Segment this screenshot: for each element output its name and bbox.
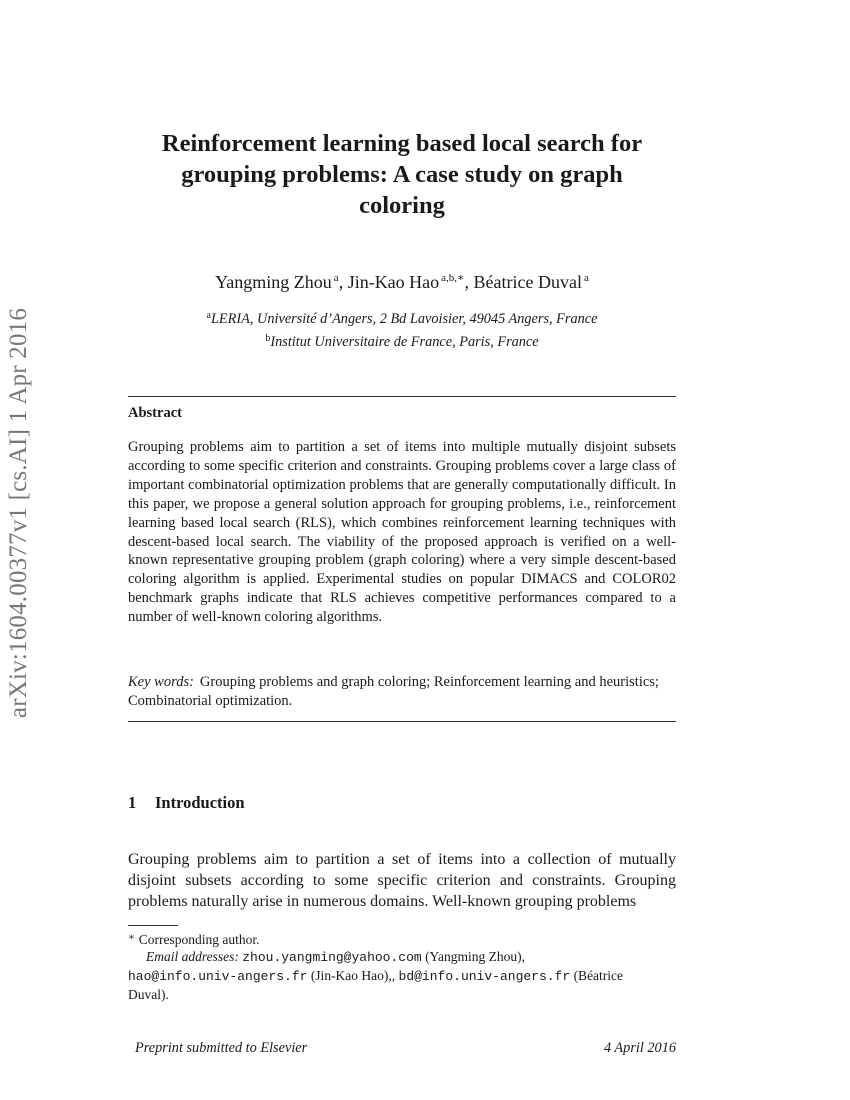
affiliation <box>128 310 676 328</box>
title-line: Reinforcement learning based local search for <box>161 130 643 157</box>
author-name: Béatrice Duval <box>473 272 582 292</box>
intro-paragraph: Grouping problems aim to partition a set of items into a collection of mutually disjoint subsets according to some specific criterion and constraints. Grouping problems naturally arise in numerous domains. Well-known grouping problems <box>128 851 676 910</box>
keywords-label: Key words: <box>128 674 194 690</box>
email-owner-cont: Duval). <box>128 987 169 1002</box>
footnote-emails-line1 <box>128 947 676 967</box>
footnote-mark: ∗ <box>128 932 135 943</box>
author-separator: , <box>338 272 348 292</box>
section-title: Introduction <box>155 793 245 812</box>
footnote-corresponding <box>128 928 676 949</box>
email-label: Email addresses: <box>146 949 239 964</box>
abstract-heading: Abstract <box>128 405 182 421</box>
author-affil-mark: a <box>333 272 339 284</box>
title-line: coloring <box>359 192 445 219</box>
affiliation <box>128 333 676 351</box>
author-separator: , <box>464 272 474 292</box>
footer-date: 4 April 2016 <box>603 1040 676 1056</box>
paper-title <box>128 128 676 221</box>
author-list <box>128 271 676 293</box>
author-affil-mark: a,b,∗ <box>441 272 465 284</box>
affiliation-text: LERIA, Université d’Angers, 2 Bd Lavoisier, 49045 Angers, France <box>210 311 598 327</box>
author-affil-mark: a <box>583 272 589 284</box>
footnote-emails-line3 <box>128 985 676 1004</box>
section-number: 1 <box>128 793 137 812</box>
arxiv-identifier: arXiv:1604.00377v1 [cs.AI] 1 Apr 2016 <box>5 307 32 719</box>
footnote-text: Corresponding author. <box>138 932 260 947</box>
section-heading <box>128 793 245 813</box>
author-name: Yangming Zhou <box>215 272 332 292</box>
email-link[interactable]: zhou.yangming@yahoo.com <box>242 950 422 965</box>
abstract-bottom-rule <box>128 721 676 722</box>
footnote-rule <box>128 925 178 926</box>
abstract-top-rule <box>128 396 676 397</box>
email-owner: (Jin-Kao Hao), <box>310 968 392 983</box>
footer-preprint: Preprint submitted to Elsevier <box>135 1040 308 1056</box>
email-owner: (Béatrice <box>573 968 624 983</box>
email-link[interactable]: bd@info.univ-angers.fr <box>398 969 571 984</box>
author-name: Jin-Kao Hao <box>347 272 440 292</box>
keywords-text: Grouping problems and graph coloring; Reinforcement learning and heuristics; Combinatorial optimization. <box>128 674 659 709</box>
email-link[interactable]: hao@info.univ-angers.fr <box>128 969 308 984</box>
footnote-emails-line2: hao@info.univ-angers.fr (Jin-Kao Hao),, bd@info.univ-angers.fr (Béatrice <box>128 968 624 984</box>
email-owner: (Yangming Zhou), <box>425 949 525 964</box>
affiliation-text: Institut Universitaire de France, Paris, France <box>270 334 539 350</box>
affiliation-mark: a <box>206 310 211 321</box>
abstract-text: Grouping problems aim to partition a set of items into multiple mutually disjoint subsets according to some specific criterion and constraints. Grouping problems cover a large class of important combinatorial optimization problems that are generally computationally difficult. In this paper, we propose a general solution approach for grouping problems, i.e., reinforcement learning based local search (RLS), which combines reinforcement learning techniques with descent-based local search. The viability of the proposed approach is verified on a well-known representative grouping problem (graph coloring) where a very simple descent-based coloring algorithm is applied. Experimental studies on popular DIMACS and COLOR02 benchmark graphs indicate that RLS achieves competitive performances compared to a number of well-known coloring algorithms. <box>128 439 676 626</box>
affiliation-mark: b <box>265 333 271 344</box>
title-line: grouping problems: A case study on graph <box>181 161 623 188</box>
keywords <box>128 673 676 711</box>
